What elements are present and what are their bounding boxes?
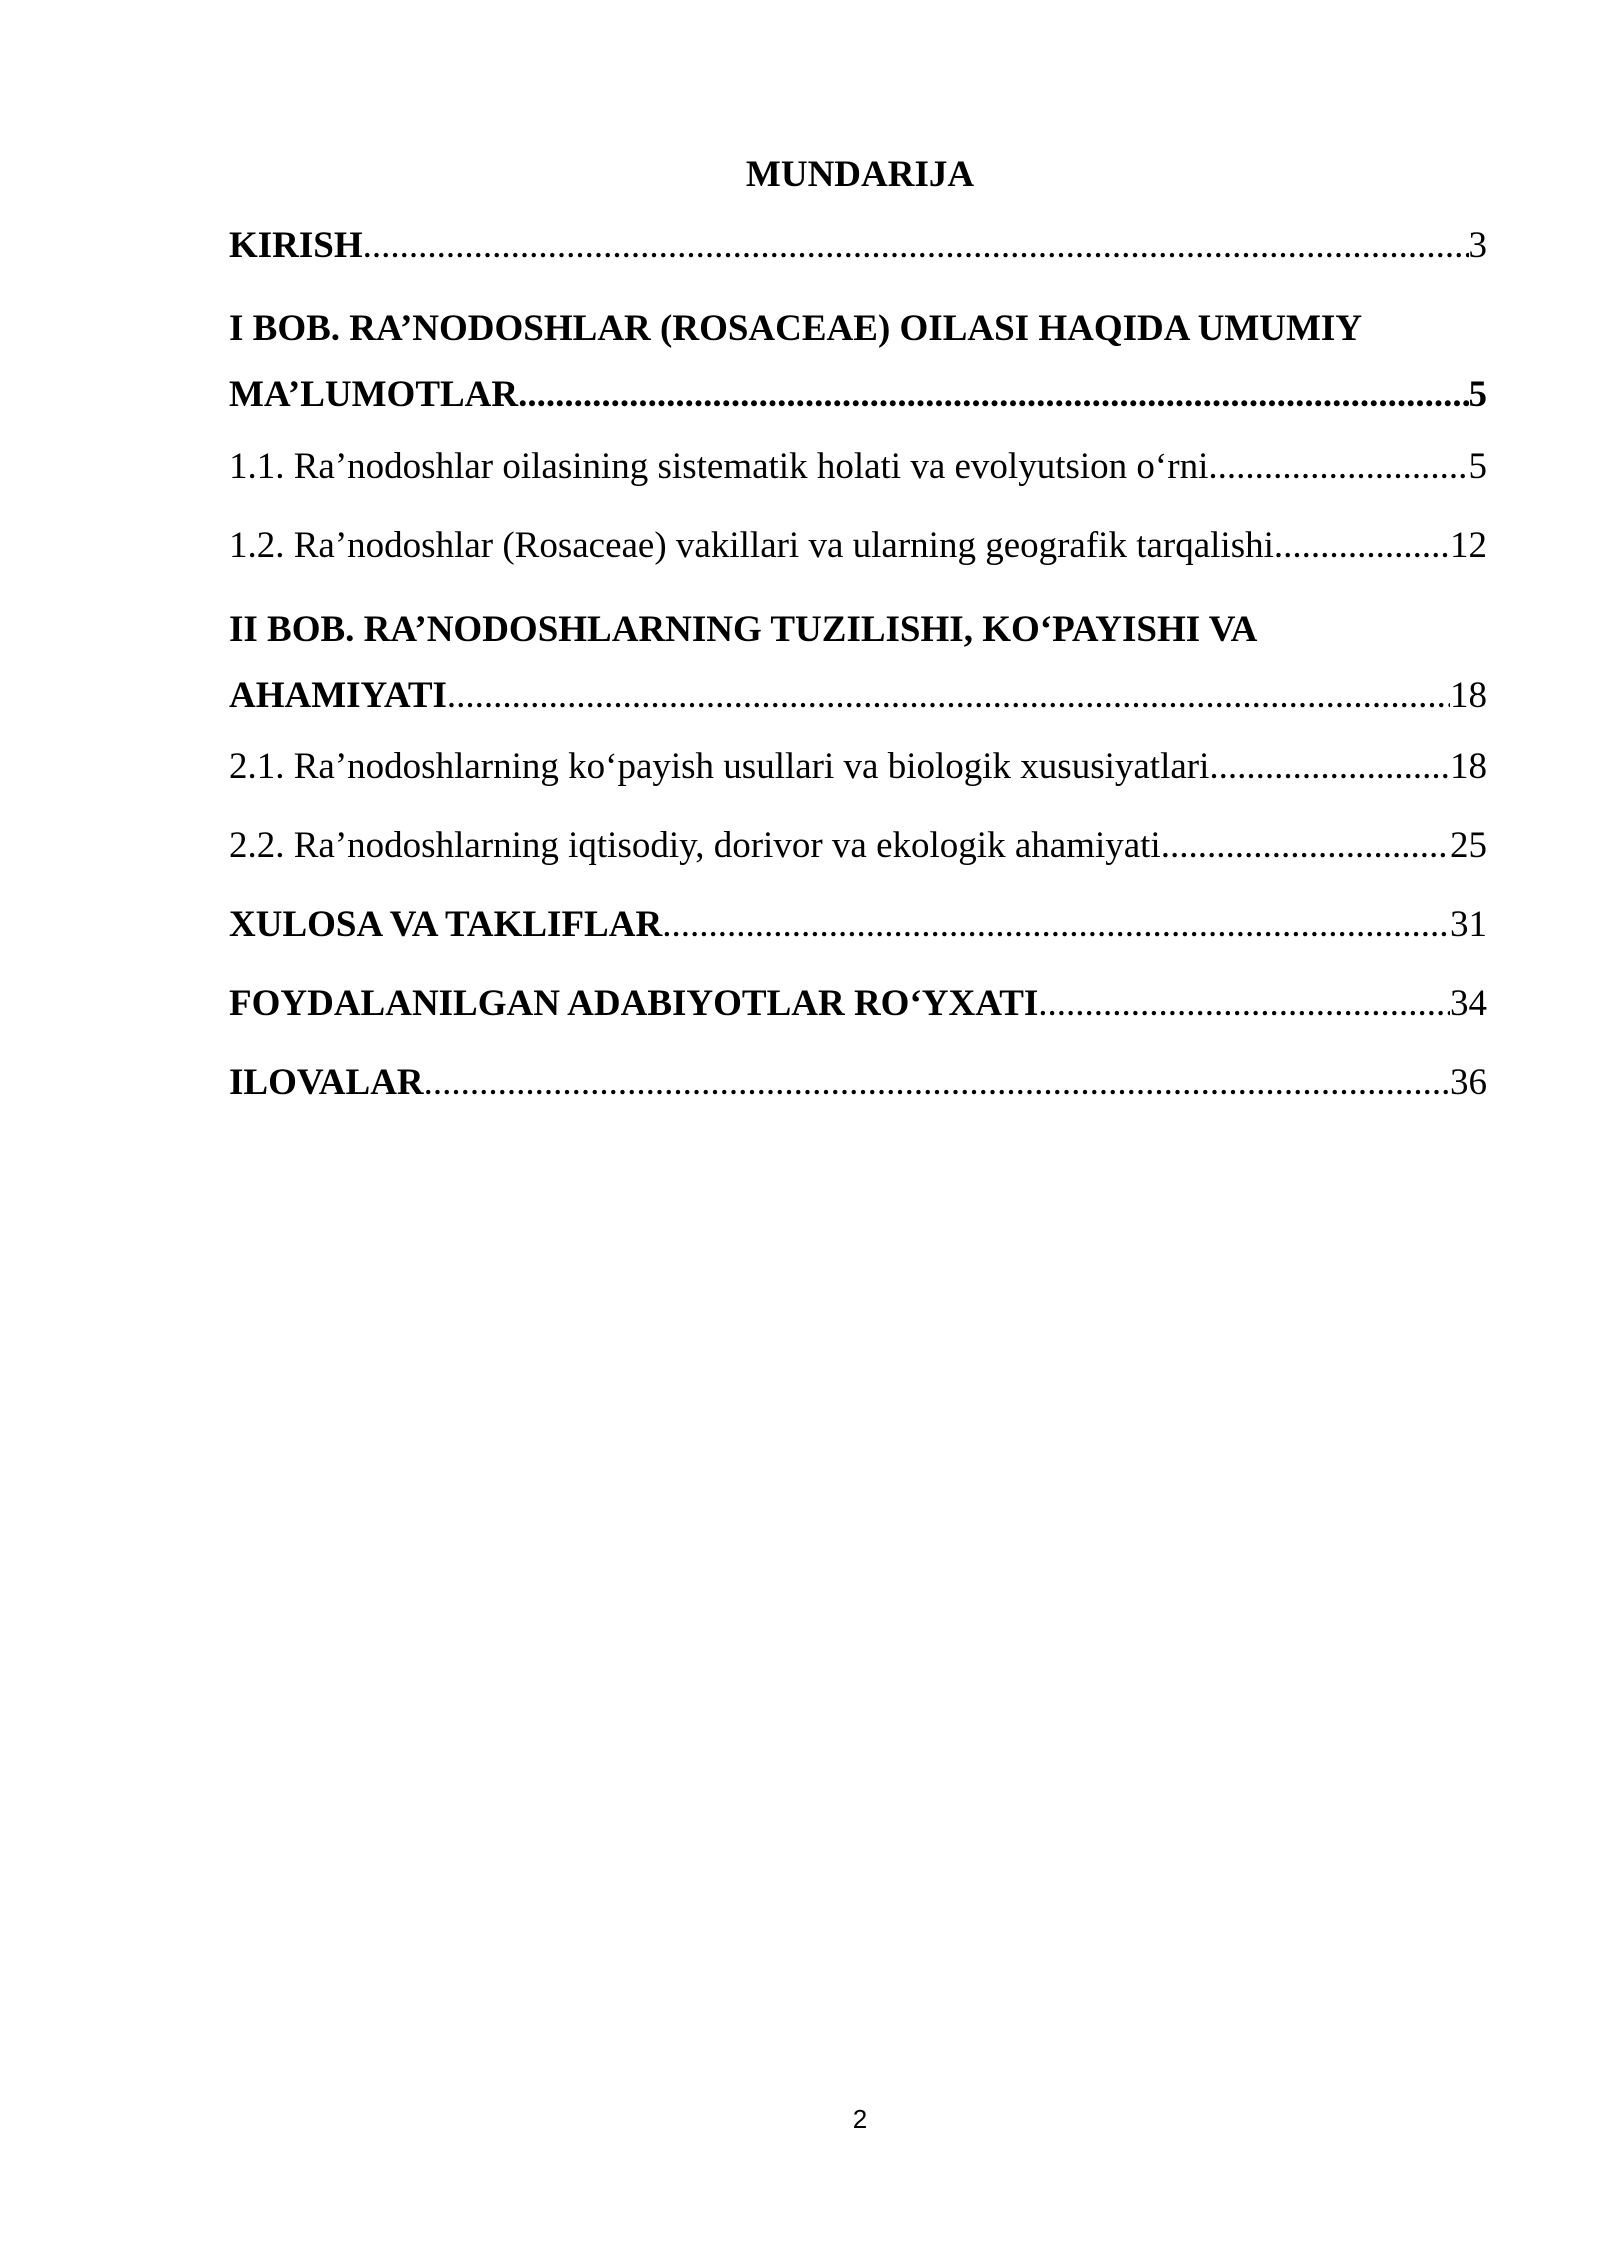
toc-page-number: 18 (1450, 746, 1487, 787)
toc-entry-label: 2.1. Ra’nodoshlarning ko‘payish usullari va biologik xususiyatlari (229, 746, 1210, 787)
toc-entry-label-line2: MA’LUMOTLAR (229, 374, 519, 415)
toc-entry-xulosa[interactable] (229, 897, 1487, 953)
toc-entry-kirish[interactable] (229, 218, 1487, 274)
toc-entry-label-line2: AHAMIYATI (229, 675, 447, 716)
toc-entry-label: ILOVALAR (229, 1062, 424, 1103)
toc-page-number: 25 (1450, 825, 1487, 866)
toc-page-number: 31 (1450, 904, 1487, 945)
toc-leader-dots (424, 1055, 1450, 1111)
toc-leader-dots (1161, 818, 1450, 874)
toc-leader-dots (1208, 439, 1468, 495)
toc-leader-dots (518, 362, 1468, 428)
toc-page-number: 12 (1450, 525, 1487, 566)
toc-entry-label: XULOSA VA TAKLIFLAR (229, 904, 663, 945)
toc-entry-section-1-2[interactable] (229, 518, 1487, 574)
toc-entry-section-2-1[interactable] (229, 739, 1487, 795)
toc-entry-label-line1: I BOB. RA’NODOSHLAR (ROSACEAE) OILASI HAQIDA UMUMIY (229, 308, 1363, 349)
page-number: 2 (852, 2104, 868, 2134)
toc-page-number: 5 (1468, 446, 1487, 487)
toc-entry-label: 1.2. Ra’nodoshlar (Rosaceae) vakillari va ularning geografik tarqalishi (229, 525, 1274, 566)
toc-page-number: 34 (1450, 983, 1487, 1024)
toc-leader-dots (363, 218, 1469, 274)
toc-page-number: 5 (1468, 374, 1487, 415)
toc-leader-dots (1209, 739, 1450, 795)
toc-page-number: 3 (1468, 225, 1487, 266)
toc-entry-label: KIRISH (229, 225, 363, 266)
toc-entry-label: 2.2. Ra’nodoshlarning iqtisodiy, dorivor va ekologik ahamiyati (229, 825, 1161, 866)
toc-entry-ilovalar[interactable] (229, 1055, 1487, 1111)
toc-page-number: 18 (1450, 675, 1487, 716)
toc-entry-label: FOYDALANILGAN ADABIYOTLAR RO‘YXATI (229, 983, 1039, 1024)
toc-entry-chapter-1[interactable] (229, 296, 1487, 428)
page-title: MUNDARIJA (745, 154, 975, 195)
toc-leader-dots (1274, 518, 1450, 574)
toc-entry-section-1-1[interactable] (229, 439, 1487, 495)
toc-entry-label-line1: II BOB. RA’NODOSHLARNING TUZILISHI, KO‘PAYISHI VA (229, 609, 1258, 650)
toc-leader-dots (447, 663, 1450, 729)
toc-leader-dots (662, 897, 1450, 953)
toc-entry-adabiyotlar[interactable] (229, 976, 1487, 1032)
toc-entry-chapter-2[interactable] (229, 597, 1487, 729)
toc-entry-section-2-2[interactable] (229, 818, 1487, 874)
toc-entry-label: 1.1. Ra’nodoshlar oilasining sistematik holati va evolyutsion o‘rni (229, 446, 1209, 487)
toc-leader-dots (1038, 976, 1450, 1032)
toc-page-number: 36 (1450, 1062, 1487, 1103)
